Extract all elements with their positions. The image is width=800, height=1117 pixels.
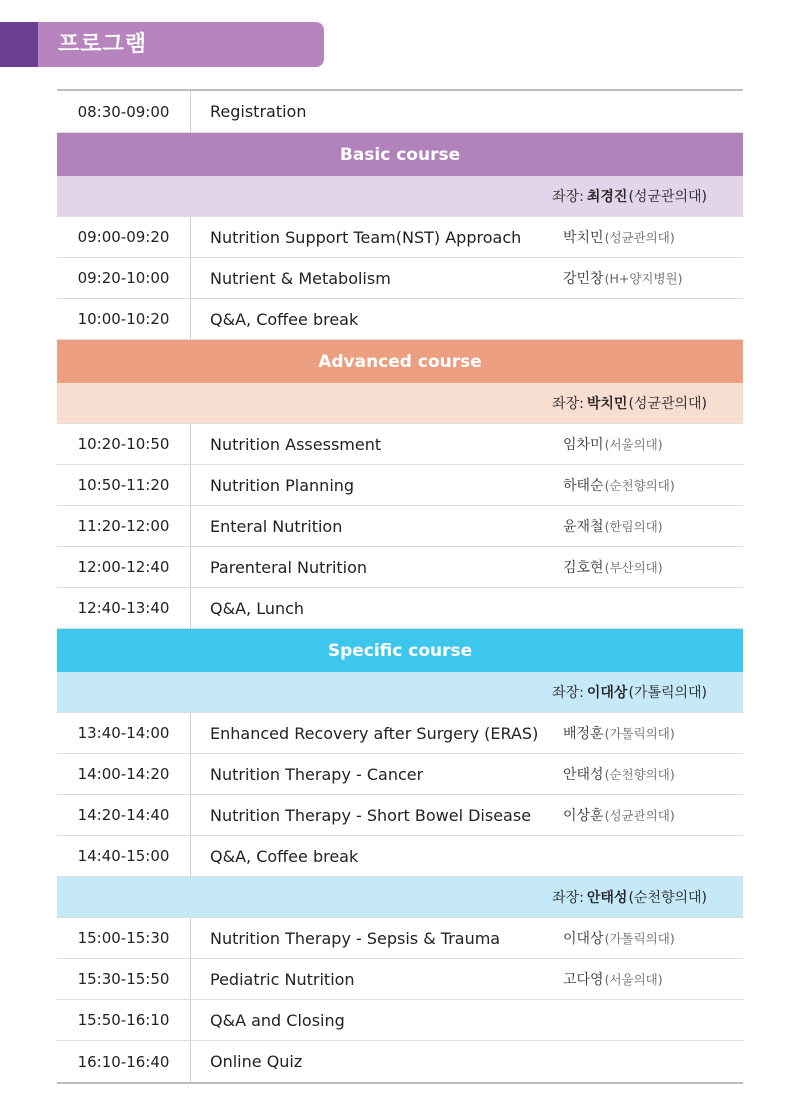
speaker-name: 윤재철: [563, 519, 604, 535]
time-cell: 08:30-09:00: [57, 91, 191, 132]
session-title: Enhanced Recovery after Surgery (ERAS): [210, 723, 539, 743]
speaker-affiliation: (순천향의대): [604, 767, 675, 782]
speaker-cell: [548, 465, 743, 505]
speaker-name: 박치민: [563, 230, 604, 246]
schedule-row: [57, 754, 743, 795]
chair-affiliation: (성균관의대): [628, 396, 707, 412]
chair-label: 좌장:: [552, 396, 584, 412]
schedule-row: [57, 465, 743, 506]
chair-affiliation: (성균관의대): [628, 189, 707, 205]
speaker-cell: [548, 506, 743, 546]
speaker-name: 하태순: [563, 478, 604, 494]
schedule-row: [57, 217, 743, 258]
time-cell: 13:40-14:00: [57, 713, 191, 753]
speaker-name: 이대상: [563, 931, 604, 947]
speaker-name: 임차미: [563, 437, 604, 453]
time-cell: 10:00-10:20: [57, 299, 191, 339]
schedule-row: [57, 836, 743, 877]
session-title: Q&A and Closing: [210, 1010, 345, 1030]
speaker-affiliation: (부산의대): [604, 560, 663, 575]
schedule-row: [57, 91, 743, 133]
time-cell: 15:00-15:30: [57, 918, 191, 958]
speaker-cell: [548, 424, 743, 464]
chair-label: 좌장:: [552, 189, 584, 205]
speaker-affiliation: (순천향의대): [604, 478, 675, 493]
session-title: Q&A, Coffee break: [210, 846, 359, 866]
speaker-cell-empty: [548, 1000, 743, 1040]
chair-row: [57, 877, 743, 918]
speaker-name: 이상훈: [563, 808, 604, 824]
schedule-row: [57, 795, 743, 836]
session-title: Nutrition Therapy - Cancer: [210, 764, 424, 784]
speaker-cell: [548, 754, 743, 794]
speaker-cell: [548, 217, 743, 257]
session-title: Nutrition Planning: [210, 475, 355, 495]
header-accent-bar: [0, 22, 38, 67]
session-title: Nutrient & Metabolism: [210, 268, 391, 288]
chair-label: 좌장:: [552, 685, 584, 701]
chair-name: 박치민: [586, 396, 628, 412]
speaker-affiliation: (가톨릭의대): [604, 931, 675, 946]
program-table: [57, 89, 743, 1084]
time-cell: 15:50-16:10: [57, 1000, 191, 1040]
speaker-cell: [548, 258, 743, 298]
session-title: Pediatric Nutrition: [210, 969, 355, 989]
schedule-row: [57, 424, 743, 465]
session-title: Parenteral Nutrition: [210, 557, 368, 577]
time-cell: 12:00-12:40: [57, 547, 191, 587]
time-cell: 09:20-10:00: [57, 258, 191, 298]
speaker-name: 배정훈: [563, 726, 604, 742]
speaker-affiliation: (서울의대): [604, 972, 663, 987]
session-title: Enteral Nutrition: [210, 516, 343, 536]
chair-row: [57, 383, 743, 424]
time-cell: 12:40-13:40: [57, 588, 191, 628]
schedule-row: [57, 258, 743, 299]
speaker-cell: [548, 959, 743, 999]
chair-label: 좌장:: [552, 890, 584, 906]
speaker-affiliation: (성균관의대): [604, 230, 675, 245]
session-title: Nutrition Assessment: [210, 434, 382, 454]
schedule-row: [57, 959, 743, 1000]
chair-name: 이대상: [586, 685, 628, 701]
session-title: Online Quiz: [210, 1052, 303, 1071]
chair-affiliation: (순천향의대): [628, 890, 707, 906]
time-cell: 14:20-14:40: [57, 795, 191, 835]
time-cell: 14:00-14:20: [57, 754, 191, 794]
speaker-cell: [548, 547, 743, 587]
speaker-affiliation: (성균관의대): [604, 808, 675, 823]
session-title: Q&A, Coffee break: [210, 309, 359, 329]
speaker-affiliation: (한림의대): [604, 519, 663, 534]
schedule-row: [57, 547, 743, 588]
chair-name: 최경진: [586, 189, 628, 205]
chair-row: [57, 672, 743, 713]
session-title: Registration: [210, 102, 307, 121]
section-header-specific: Specific course: [57, 629, 743, 672]
session-title: Nutrition Support Team(NST) Approach: [210, 227, 522, 247]
chair-name: 안태성: [586, 890, 628, 906]
schedule-row: [57, 1000, 743, 1041]
speaker-cell-empty: [548, 91, 743, 132]
time-cell: 10:20-10:50: [57, 424, 191, 464]
session-title: Nutrition Therapy - Short Bowel Disease: [210, 805, 532, 825]
schedule-row: [57, 1041, 743, 1082]
speaker-cell: [548, 918, 743, 958]
section-header-advanced: Advanced course: [57, 340, 743, 383]
time-cell: 15:30-15:50: [57, 959, 191, 999]
speaker-name: 안태성: [563, 767, 604, 783]
speaker-cell: [548, 795, 743, 835]
section-header-basic: Basic course: [57, 133, 743, 176]
speaker-cell: [548, 713, 743, 753]
time-cell: 11:20-12:00: [57, 506, 191, 546]
speaker-cell-empty: [548, 588, 743, 628]
schedule-row: [57, 506, 743, 547]
time-cell: 16:10-16:40: [57, 1041, 191, 1082]
time-cell: 14:40-15:00: [57, 836, 191, 876]
speaker-affiliation: (가톨릭의대): [604, 726, 675, 741]
speaker-affiliation: (H+양지병원): [604, 271, 683, 286]
speaker-cell-empty: [548, 299, 743, 339]
chair-affiliation: (가톨릭의대): [628, 685, 707, 701]
time-cell: 10:50-11:20: [57, 465, 191, 505]
schedule-row: [57, 299, 743, 340]
speaker-name: 고다영: [563, 972, 604, 988]
speaker-name: 강민창: [563, 271, 604, 287]
speaker-name: 김호현: [563, 560, 604, 576]
session-title: Q&A, Lunch: [210, 598, 305, 618]
page-title: 프로그램: [38, 22, 324, 67]
speaker-cell-empty: [548, 836, 743, 876]
schedule-row: [57, 918, 743, 959]
speaker-cell-empty: [548, 1041, 743, 1082]
session-title: Nutrition Therapy - Sepsis & Trauma: [210, 928, 501, 948]
chair-row: [57, 176, 743, 217]
schedule-row: [57, 713, 743, 754]
time-cell: 09:00-09:20: [57, 217, 191, 257]
speaker-affiliation: (서울의대): [604, 437, 663, 452]
schedule-row: [57, 588, 743, 629]
